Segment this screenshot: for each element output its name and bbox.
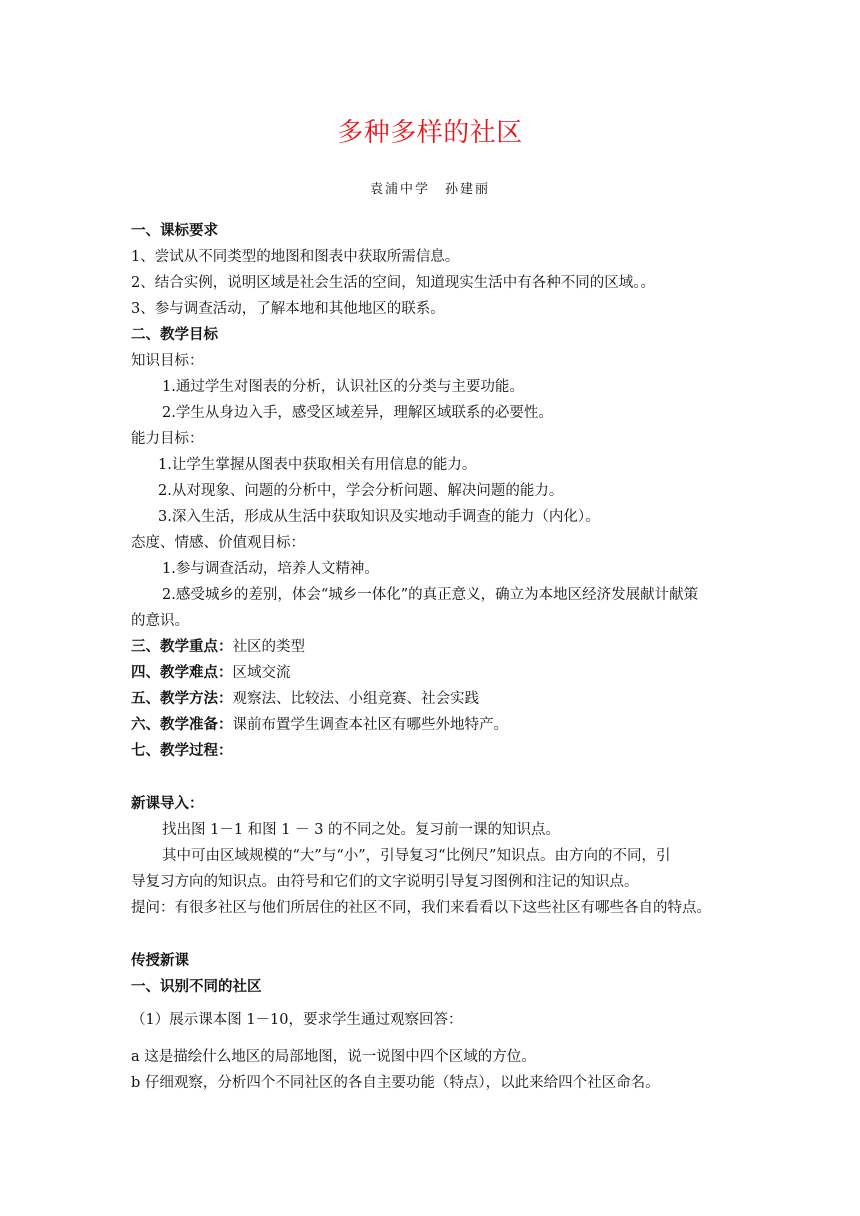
heading-curriculum: 一、课标要求 <box>131 222 218 239</box>
text-line: 其中可由区域规模的“大”与“小”，引导复习“比例尺”知识点。由方向的不同，引 <box>162 848 671 864</box>
heading-process: 七、教学过程： <box>131 742 233 759</box>
text-line: 2.从对现象、问题的分析中，学会分析问题、解决问题的能力。 <box>158 483 564 499</box>
heading-key-point: 三、教学重点：社区的类型 <box>131 638 305 655</box>
text-line: 找出图 1－1 和图 1 － 3 的不同之处。复习前一课的知识点。 <box>162 822 561 838</box>
heading-new-lesson: 传授新课 <box>131 952 189 969</box>
text-line: 态度、情感、价值观目标： <box>131 535 305 551</box>
text-line: 知识目标： <box>131 353 204 369</box>
heading-goals: 二、教学目标 <box>131 326 218 343</box>
text-line: 3.深入生活，形成从生活中获取知识及实地动手调查的能力（内化）。 <box>158 509 600 525</box>
text-line: 2、结合实例，说明区域是社会生活的空间，知道现实生活中有各种不同的区域。。 <box>131 275 655 291</box>
heading-methods: 五、教学方法：观察法、比较法、小组竞赛、社会实践 <box>131 690 479 707</box>
heading-difficulty: 四、教学难点：区域交流 <box>131 664 291 681</box>
text-line: （1）展示课本图 1－10，要求学生通过观察回答： <box>131 1012 463 1028</box>
document-title: 多种多样的社区 <box>337 118 523 148</box>
author-line: 袁浦中学 孙建丽 <box>369 182 490 197</box>
text-line: 1.通过学生对图表的分析，认识社区的分类与主要功能。 <box>162 379 524 395</box>
text-line: 2.学生从身边入手，感受区域差异，理解区域联系的必要性。 <box>162 405 553 421</box>
text-line: 的意识。 <box>131 613 189 629</box>
text-line: 1.让学生掌握从图表中获取相关有用信息的能力。 <box>158 457 477 473</box>
text-line: 1.参与调查活动，培养人文精神。 <box>162 561 379 577</box>
text-line: 3、参与调查活动，了解本地和其他地区的联系。 <box>131 301 445 317</box>
heading-identify: 一、识别不同的社区 <box>131 978 262 995</box>
text-line: b 仔细观察，分析四个不同社区的各自主要功能（特点），以此来给四个社区命名。 <box>131 1075 660 1091</box>
text-line: 1、尝试从不同类型的地图和图表中获取所需信息。 <box>131 249 460 265</box>
text-line: a 这是描绘什么地区的局部地图，说一说图中四个区域的方位。 <box>131 1049 536 1065</box>
heading-preparation: 六、教学准备：课前布置学生调查本社区有哪些外地特产。 <box>131 716 508 733</box>
text-line: 2.感受城乡的差别，体会“城乡一体化”的真正意义，确立为本地区经济发展献计献策 <box>162 587 699 603</box>
text-line: 提问：有很多社区与他们所居住的社区不同，我们来看看以下这些社区有哪些各自的特点。 <box>131 900 711 916</box>
heading-intro: 新课导入： <box>131 795 204 812</box>
text-line: 导复习方向的知识点。由符号和它们的文字说明引导复习图例和注记的知识点。 <box>131 874 639 890</box>
text-line: 能力目标： <box>131 431 204 447</box>
